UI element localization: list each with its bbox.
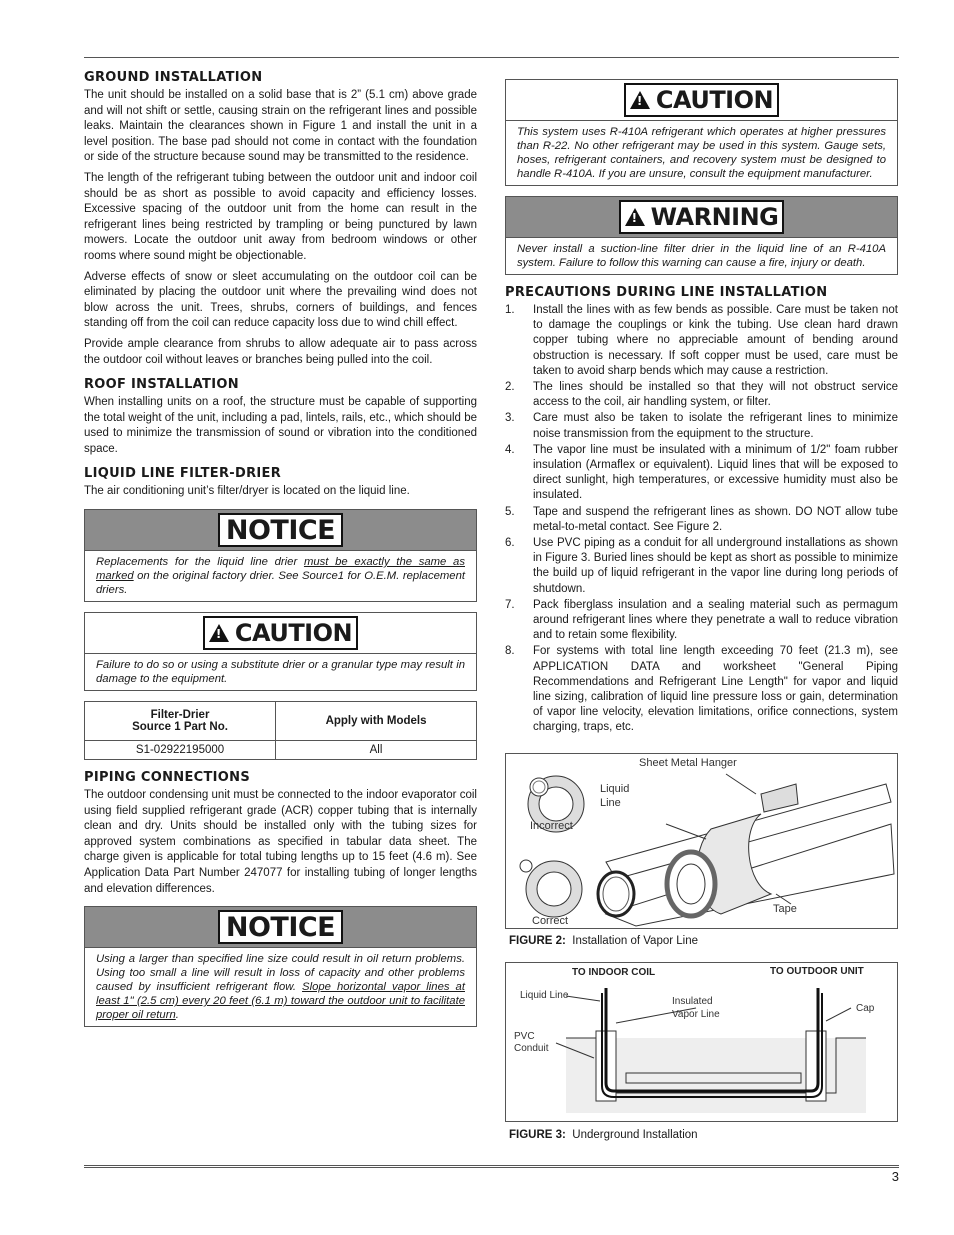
warning-header (506, 197, 897, 238)
bottom-rule (84, 1165, 899, 1170)
table-header: Filter-Drier Source 1 Part No. (85, 702, 276, 741)
piping-connections-heading: PIPING CONNECTIONS (84, 770, 250, 786)
sheet-metal-label: Sheet Metal Hanger (639, 757, 737, 769)
list-item: 7. Pack fiberglass insulation and a sealing material such as permagum around refrigerant lines where they penetrate a wall to reduce vibration and to retain some flexibility. (505, 598, 898, 642)
liquid-label: Liquid (600, 783, 630, 795)
conduit-label: Conduit (514, 1043, 549, 1054)
ground-paragraph: The length of the refrigerant tubing between the outdoor unit and indoor coil should be as short as possible to avoid capacity and efficiency losses. Excessive spacing of the outdoor unit from the home can result in the refrigerant lines being restricted by trampling or being punctured by lawn mowers. Locate the outdoor unit away from bedroom windows or other rooms where sound might be objectionable. (84, 171, 477, 262)
incorrect-label: Incorrect (530, 820, 573, 832)
caution-badge: ! CAUTION (203, 616, 358, 650)
liquid-line-heading: LIQUID LINE FILTER-DRIER (84, 466, 282, 482)
roof-installation-heading: ROOF INSTALLATION (84, 377, 239, 393)
warning-text: Never install a suction-line filter drier in the liquid line of an R-410A system. Failure to follow this warning can cause a fire, injury or death. (517, 243, 886, 269)
notice-badge: NOTICE (218, 513, 343, 547)
caution-header (506, 80, 897, 121)
precautions-list (505, 303, 898, 736)
list-item: 3. Care must also be taken to isolate the refrigerant lines to minimize noise transmission from the equipment to the structure. (505, 412, 898, 440)
tape-label: Tape (773, 903, 797, 915)
list-item: 8. For systems with total line length exceeding 70 feet (21.3 m), see APPLICATION DATA and worksheet "General Piping Recommendations and Refrigerant Line Length" for vapor and liquid line sizing, calibration of liquid line pressure loss or gain, determination of vapor line velocity, elevation limitations, orifice connections, system charging, traps, etc. (505, 645, 898, 734)
notice-header (85, 510, 476, 551)
insulated-label: Insulated (672, 996, 713, 1007)
page-number: 3 (891, 1169, 899, 1184)
liquid-line-label: Liquid Line (520, 990, 569, 1001)
to-outdoor-unit-label: TO OUTDOOR UNIT (770, 966, 864, 977)
right-column (505, 79, 898, 737)
figure-2-caption: FIGURE 2: Installation of Vapor Line (509, 935, 698, 947)
piping-paragraph: The outdoor condensing unit must be connected to the indoor evaporator coil using field supplied refrigerant grade (ACR) copper tubing that is internally clean and dry. Units should be installed only with the tubing sizes for approved system combinations as specified in tabular data sheet. The charge given is applicable for total tubing lengths up to 15 feet (4.6 m). See Application Data Part Number 247077 for installing tubing of longer lengths and elevation differences. (84, 789, 477, 895)
notice-box (84, 509, 477, 602)
roof-paragraph: When installing units on a roof, the structure must be capable of supporting the total weight of the unit, including a pad, lintels, rails, etc., which should be used to minimize the transmission of sound or vibration into the conditioned space. (84, 396, 477, 455)
table-header: Apply with Models (276, 702, 477, 741)
ground-paragraph: Adverse effects of snow or sleet accumulating on the outdoor coil can be eliminated by placing the outdoor unit where the prevailing wind does not blow across the unit. Trees, shrubs, corners of buildings, and fences standing off from the coil can reduce capacity loss due to wind chill effect. (84, 270, 477, 330)
caution-box (505, 79, 898, 186)
caution-badge: ! CAUTION (624, 83, 779, 117)
left-column (84, 70, 477, 1037)
top-rule (84, 57, 899, 58)
list-item: 2. The lines should be installed so that they will not obstruct service access to the coil, air handling system, or filter. (505, 381, 898, 409)
list-item: 5. Tape and suspend the refrigerant lines as shown. DO NOT allow tube metal-to-metal contact. See Figure 2. (505, 505, 898, 533)
table-cell: S1-02922195000 (85, 741, 276, 760)
filter-drier-table (84, 701, 477, 760)
line-label: Line (600, 797, 621, 809)
caution-box (84, 612, 477, 691)
ground-paragraph: Provide ample clearance from shrubs to allow adequate air to pass across the outdoor coil without leaves or branches being pulled into the coil. (84, 337, 477, 366)
correct-label: Correct (532, 915, 569, 927)
figure-3 (505, 962, 898, 1141)
warning-triangle-icon (209, 624, 229, 642)
caution-header (85, 613, 476, 654)
list-item: 1. Install the lines with as few bends as possible. Care must be taken not to damage the couplings or kink the tubing. Use clean hard drawn copper tubing where no appreciable amount of bending around obstruction is necessary. If soft copper must be used, care must be taken to avoid sharp bends which may cause a restriction. (505, 304, 898, 377)
cap-label: Cap (856, 1003, 875, 1014)
notice-badge: NOTICE (218, 910, 343, 944)
table-cell: All (276, 741, 477, 760)
notice-box (84, 906, 477, 1027)
list-item: 6. Use PVC piping as a conduit for all underground installations as shown in Figure 3. Buried lines should be kept as short as possible to minimize the build up of liquid refrigerant in the vapor line during long periods of shutdown. (505, 537, 898, 595)
warning-triangle-icon (630, 91, 650, 109)
notice-text: Using a larger than specified line size could result in oil return problems. Using too small a line will result in loss of capacity and other problems caused by insufficient refrigerant flow. Slope horizontal vapor lines at least 1" (2.5 cm) every 20 feet (6.1 m) toward the outdoor unit to facilitate proper oil return. (96, 953, 465, 1022)
to-indoor-coil-label: TO INDOOR COIL (572, 967, 656, 978)
liquid-paragraph: The air conditioning unit’s filter/dryer is located on the liquid line. (84, 485, 410, 498)
caution-text: Failure to do so or using a substitute drier or a granular type may result in damage to the equipment. (96, 659, 465, 686)
ground-installation-heading: GROUND INSTALLATION (84, 70, 263, 85)
warning-triangle-icon (625, 208, 645, 226)
table-row (85, 741, 477, 760)
notice-header (85, 907, 476, 948)
caution-text: This system uses R-410A refrigerant which operates at higher pressures than R-22. No other refrigerant may be used in this system. Gauge sets, hoses, refrigerant containers, and recovery system must be designed to handle R-410A. If you are unsure, consult the equipment manufacturer. (517, 126, 886, 180)
ground-paragraph: The unit should be installed on a solid base that is 2” (5.1 cm) above grade and will not shift or settle, causing strain on the refrigerant lines and possible leaks. Maintain the clearances shown in Figure 1 and install the unit in a level position. The base pad should not come in contact with the foundation or side of the structure because sound may be transmitted to the residence. (84, 89, 477, 164)
figure-3-caption: FIGURE 3: Underground Installation (509, 1129, 698, 1141)
pvc-label: PVC (514, 1031, 535, 1042)
notice-text: Replacements for the liquid line drier must be exactly the same as marked on the original factory drier. See Source1 for O.E.M. replacement driers. (96, 556, 465, 597)
warning-badge: ! WARNING (619, 200, 785, 234)
vapor-line-label: Vapor Line (672, 1009, 720, 1020)
warning-box (505, 196, 898, 275)
figure-2 (505, 753, 898, 947)
list-item: 4. The vapor line must be insulated with a minimum of 1/2" foam rubber insulation (Armaflex or equivalent). Liquid lines that will be exposed to direct sunlight, high temperatures, or excessive humidity must also be insulated. (505, 443, 898, 502)
precautions-heading: PRECAUTIONS DURING LINE INSTALLATION (505, 285, 828, 300)
underground-illustration (505, 962, 898, 1122)
vapor-line-illustration (505, 753, 898, 929)
